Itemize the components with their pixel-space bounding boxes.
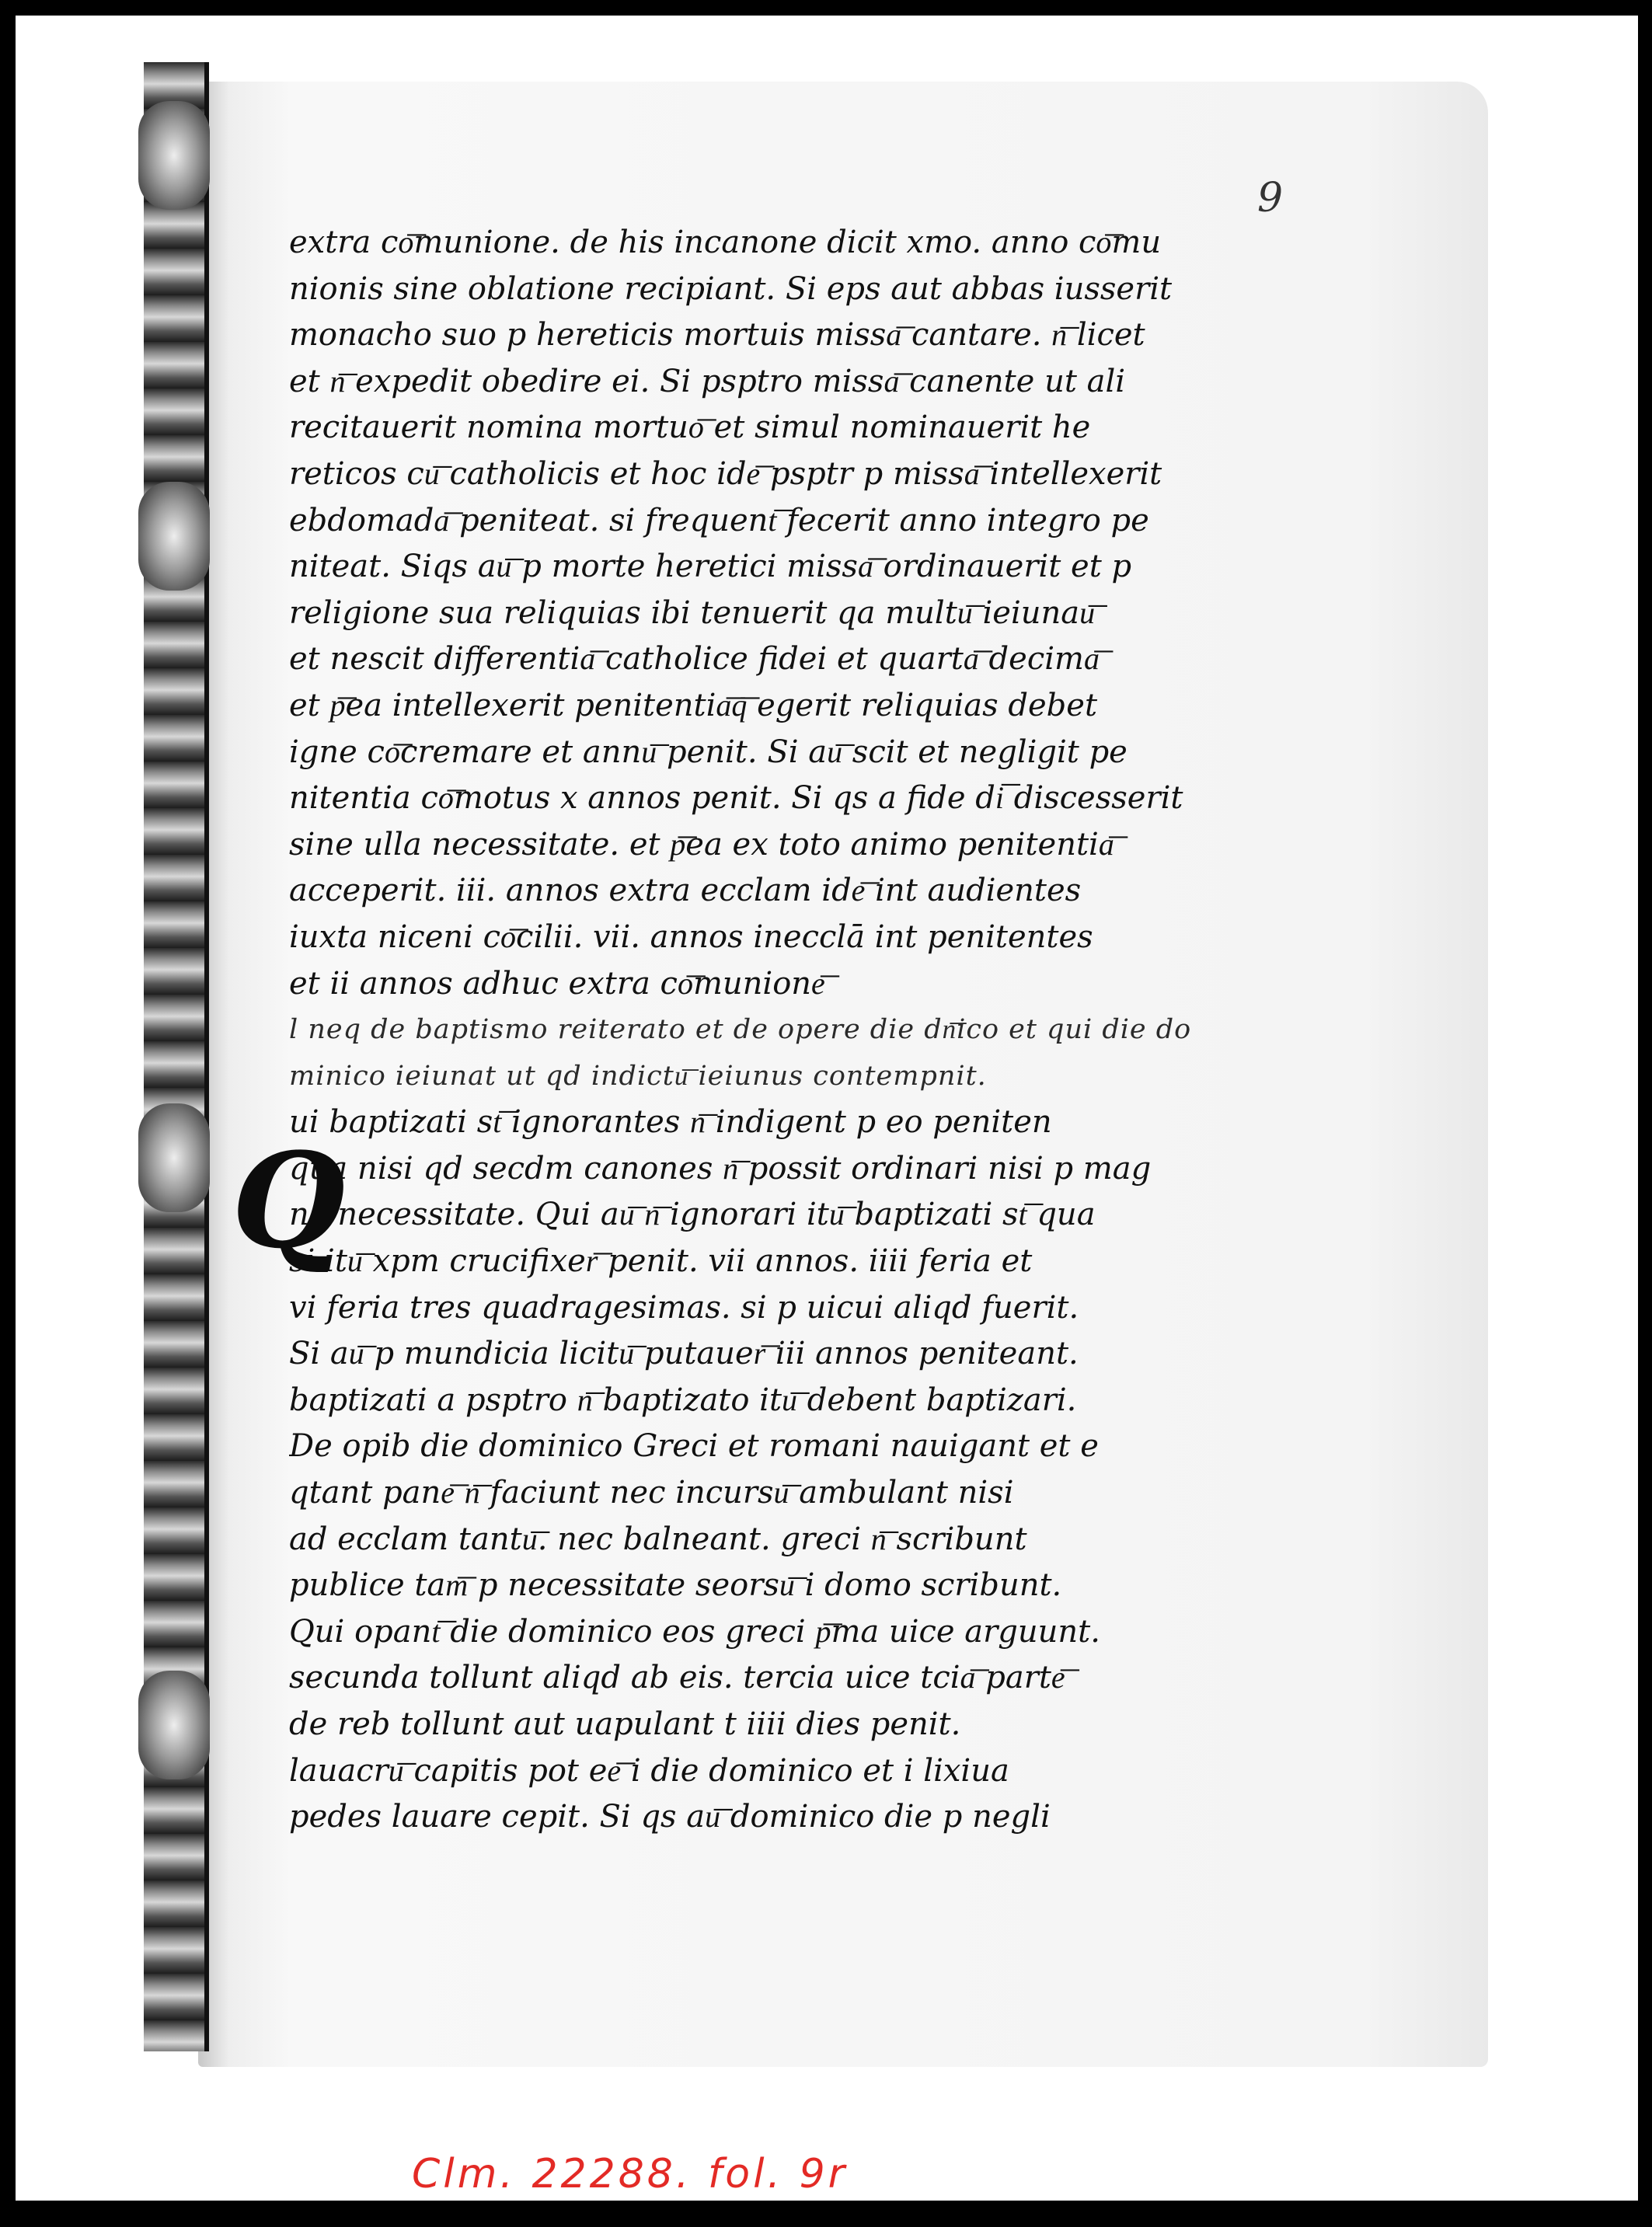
text-line: de reb tollunt aut uapulant t iiii dies penit. bbox=[289, 1706, 961, 1742]
text-line: ad ecclam tantu͞. nec balneant. greci n͞ scribunt bbox=[289, 1521, 1027, 1557]
text-line: lauacru͞ capitis pot ee͞ i die dominico et i lixiua bbox=[289, 1752, 1009, 1789]
text-line: religione sua reliquias ibi tenuerit qa multu͞ ieiunau͞ bbox=[289, 594, 1096, 631]
text-line: et nescit differentia͞ catholice fidei et quarta͞ decima͞ bbox=[289, 641, 1100, 678]
text-line: extra co͞munione. de his incanone dicit xmo. anno co͞mu bbox=[289, 225, 1162, 260]
text-line: vi feria tres quadragesimas. si p uicui aliqd fuerit. bbox=[289, 1289, 1079, 1326]
text-line: baptizati a psptro n͞ baptizato itu͞ debent baptizari. bbox=[289, 1382, 1077, 1418]
text-line: niteat. Siqs au͞ p morte heretici missa͞ ordinauerit et p bbox=[289, 549, 1132, 585]
text-line: secunda tollunt aliqd ab eis. tercia uice tcia͞ parte͞ bbox=[289, 1660, 1065, 1696]
text-line: si itu͞ xpm crucifixer͞ penit. vii annos. iiii feria et bbox=[289, 1243, 1033, 1280]
folio-number: 9 bbox=[1257, 175, 1284, 221]
text-line: Qui opant͞ die dominico eos greci p͞ma uice arguunt. bbox=[289, 1613, 1100, 1650]
binding-sewing-knot bbox=[138, 482, 210, 591]
manuscript-text bbox=[289, 220, 1346, 1841]
text-line: et ii annos adhuc extra co͞munione͞ bbox=[289, 965, 825, 1002]
text-line: nionis sine oblatione recipiant. Si eps aut abbas iusserit bbox=[289, 270, 1173, 307]
text-line: recitauerit nomina mortuo͞ et simul nominauerit he bbox=[289, 410, 1091, 446]
text-line: monacho suo p hereticis mortuis missa͞ cantare. n͞ licet bbox=[289, 317, 1145, 354]
text-line: qtant pane͞ n͞ faciunt nec incursu͞ ambulant nisi bbox=[289, 1475, 1014, 1511]
rubric-line: minico ieiunat ut qd indictu͞ ieiunus contempnit. bbox=[289, 1060, 987, 1092]
text-line: De opib die dominico Greci et romani nauigant et e bbox=[289, 1428, 1099, 1465]
text-line: publice tam͞ p necessitate seorsu͞ i domo scribunt. bbox=[289, 1567, 1062, 1604]
text-line: Si au͞ p mundicia licitu͞ putauer͞ iii annos peniteant. bbox=[289, 1336, 1079, 1372]
text-line: na necessitate. Qui au͞ n͞ ignorari itu͞ baptizati st͞ qua bbox=[289, 1197, 1096, 1233]
text-line: igne co͞cremare et annu͞ penit. Si au͞ scit et negligit pe bbox=[289, 734, 1127, 770]
binding-sewing-knot bbox=[138, 1103, 210, 1212]
binding-sewing-knot bbox=[138, 1671, 210, 1779]
text-line: sine ulla necessitate. et p͞ea ex toto animo penitentia͞ bbox=[289, 826, 1114, 863]
text-line: qua nisi qd secdm canones n͞ possit ordinari nisi p mag bbox=[289, 1150, 1152, 1187]
text-line: iuxta niceni co͞cilii. vii. annos inecclā int penitentes bbox=[289, 918, 1093, 955]
shelfmark-note: Clm. 22288. fol. 9r bbox=[412, 2151, 849, 2197]
text-line: ui baptizati st͞ ignorantes n͞ indigent p eo peniten bbox=[289, 1104, 1052, 1141]
text-line: nitentia co͞motus x annos penit. Si qs a fide di͞ discesserit bbox=[289, 780, 1183, 817]
text-line: et n͞ expedit obedire ei. Si psptro missa͞ canente ut ali bbox=[289, 363, 1126, 399]
text-line: pedes lauare cepit. Si qs au͞ dominico die p negli bbox=[289, 1799, 1051, 1835]
text-line: et p͞ea intellexerit penitentia͞q͞ egerit reliquias debet bbox=[289, 687, 1098, 723]
rubric-line: l neq de baptismo reiterato et de opere die dn͞ico et qui die do bbox=[289, 1014, 1192, 1046]
text-line: ebdomada͞ peniteat. si frequent͞ fecerit anno integro pe bbox=[289, 502, 1149, 538]
binding-sewing-knot bbox=[138, 101, 210, 210]
text-line: acceperit. iii. annos extra ecclam ide͞ int audientes bbox=[289, 873, 1082, 909]
text-line: reticos cu͞ catholicis et hoc ide͞ psptr p missa͞ intellexerit bbox=[289, 455, 1162, 492]
decorated-initial: Q bbox=[232, 1124, 346, 1277]
